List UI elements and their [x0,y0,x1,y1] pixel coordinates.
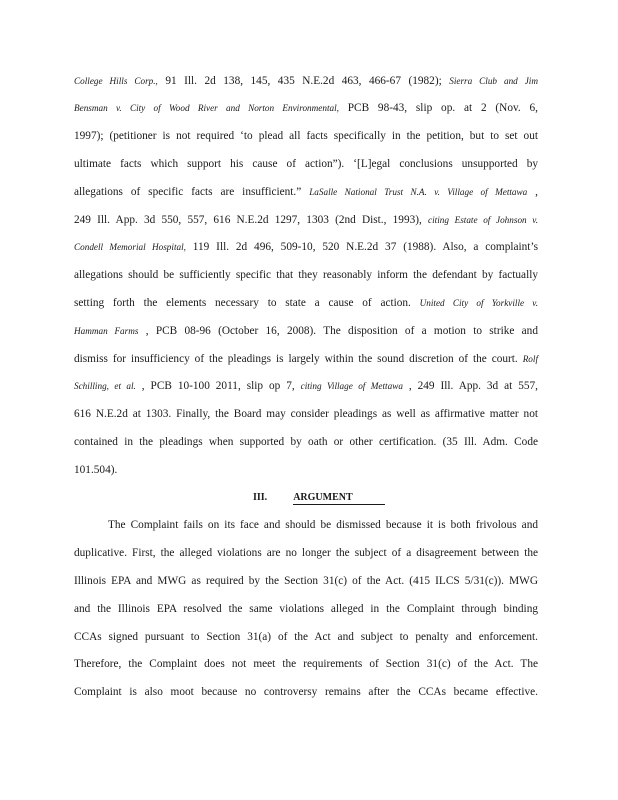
body-text: 101.504). [74,464,118,476]
body-text: , PCB 08-96 (October 16, 2008). The disposition of a motion to strike and [138,325,538,337]
text-line [74,296,538,310]
citation-text: Bensman v. City of Wood River and Norton Environmental, [74,103,339,113]
body-text: ultimate facts which support his cause of action”). ‘[L]egal conclusions unsupported by [74,158,538,170]
text-line [74,324,538,338]
citation-text: Sierra Club and Jim [449,76,538,86]
citation-text: Schilling, et al. [74,381,136,391]
body-text: setting forth the elements necessary to state a cause of action. [74,297,420,309]
body-text: Complaint is also moot because no controversy remains after the CCAs became effective. [74,686,538,698]
text-line [74,213,538,227]
section-heading [253,491,385,505]
citation-text: citing Estate of Johnson v. [428,215,538,225]
body-text: dismiss for insufficiency of the pleadings is largely within the sound discretion of the court. [74,353,523,365]
text-line [74,657,538,671]
body-text: 616 N.E.2d at 1303. Finally, the Board may consider pleadings as well as affirmative matter not [74,408,538,420]
section-title: ARGUMENT [293,492,384,505]
text-line [74,352,538,366]
body-text: PCB 98-43, slip op. at 2 (Nov. 6, [338,102,538,114]
text-line [74,546,538,560]
body-text: , PCB 10-100 2011, slip op 7, [135,380,301,392]
body-text: 249 Ill. App. 3d 550, 557, 616 N.E.2d 1297, 1303 (2nd Dist., 1993), [74,214,429,226]
text-line [74,379,538,393]
body-text: 91 Ill. 2d 138, 145, 435 N.E.2d 463, 466-67 (1982); [157,75,450,87]
text-line [74,157,538,171]
body-text: and the Illinois EPA resolved the same violations alleged in the Complaint through binding [74,603,538,615]
body-text: , [527,186,538,198]
body-text: allegations should be sufficiently specific that they reasonably inform the defendant by factually [74,269,538,281]
text-line [74,268,538,282]
body-text: duplicative. First, the alleged violations are no longer the subject of a disagreement between the [74,547,538,559]
text-line [74,630,538,644]
citation-text: College Hills Corp., [74,76,158,86]
text-line [74,407,538,421]
body-text: 119 Ill. 2d 496, 509-10, 520 N.E.2d 37 (1988). Also, a complaint’s [185,241,538,253]
citation-text: Hamman Farms [74,326,139,336]
text-line [74,101,538,115]
body-text: contained in the pleadings when supported by oath or other certification. (35 Ill. Adm. Code [74,436,538,448]
text-line [74,463,117,477]
text-line [74,685,538,699]
citation-text: Rolf [522,354,538,364]
citation-text: citing Village of Mettawa [300,381,403,391]
section-number: III. [253,492,268,503]
text-line [74,435,538,449]
citation-text: Condell Memorial Hospital, [74,242,186,252]
body-text: Illinois EPA and MWG as required by the Section 31(c) of the Act. (415 ILCS 5/31(c)). MWG [74,575,538,587]
citation-text: United City of Yorkville v. [419,298,538,308]
body-text: allegations of specific facts are insufficient.” [74,186,310,198]
body-text: 1997); (petitioner is not required ‘to plead all facts specifically in the petition, but to set out [74,130,538,142]
text-line [74,574,538,588]
citation-text: LaSalle National Trust N.A. v. Village of Mettawa [309,187,528,197]
body-text: , 249 Ill. App. 3d at 557, [402,380,538,392]
text-line [74,602,538,616]
body-text: The Complaint fails on its face and should be dismissed because it is both frivolous and [108,519,538,531]
text-line [74,240,538,254]
body-text: CCAs signed pursuant to Section 31(a) of the Act and subject to penalty and enforcement. [74,631,538,643]
text-line [74,129,538,143]
text-line [108,518,538,532]
body-text: Therefore, the Complaint does not meet the requirements of Section 31(c) of the Act. The [74,658,538,670]
text-line [74,74,538,88]
text-line [74,185,538,199]
